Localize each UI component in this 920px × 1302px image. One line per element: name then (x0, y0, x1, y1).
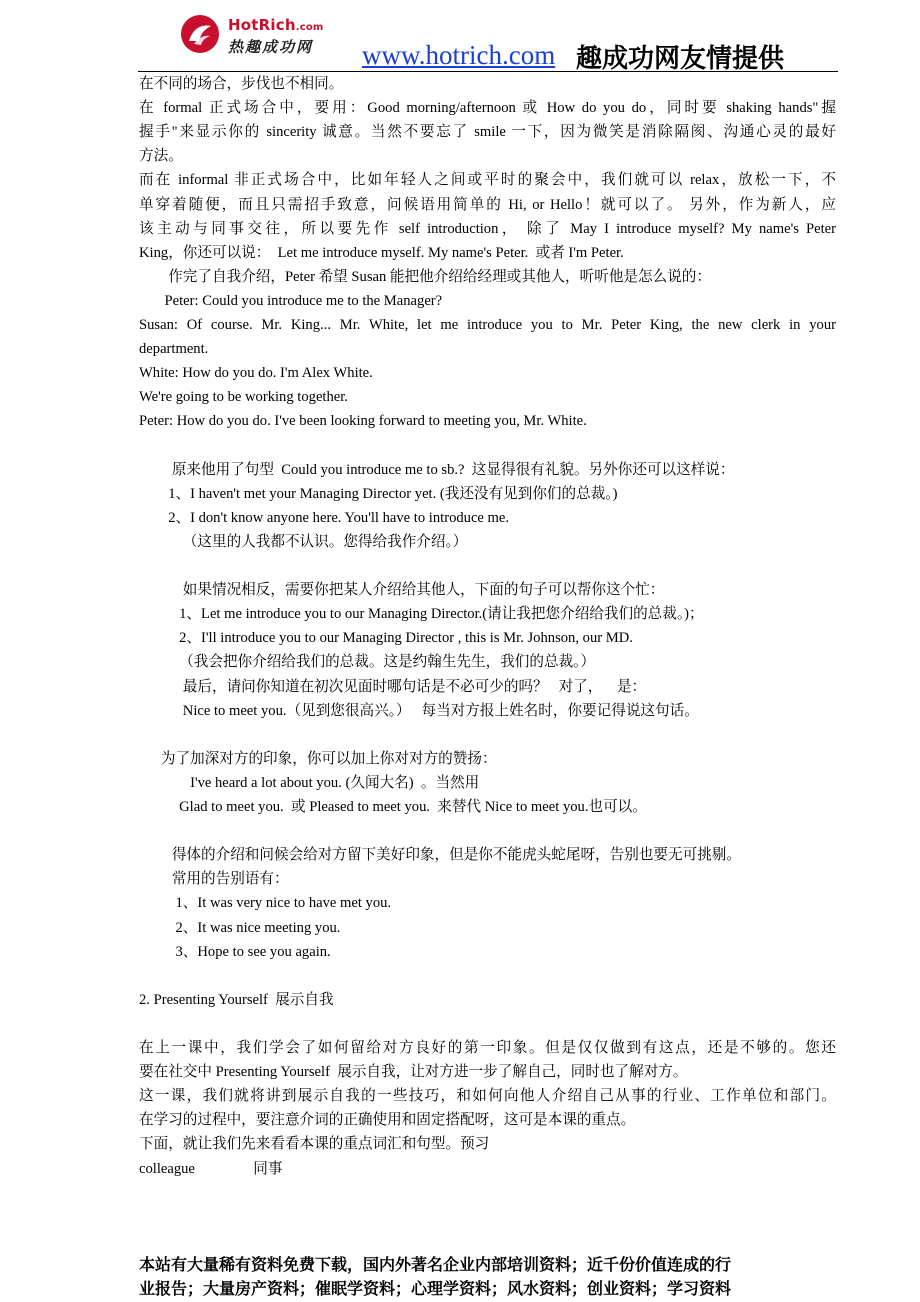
hotrich-logo-icon (180, 14, 220, 54)
text-line: 2. Presenting Yourself 展示自我 (139, 991, 334, 1008)
site-url-link[interactable]: www.hotrich.com (362, 40, 556, 70)
text-line: 2、It was nice meeting you. (139, 919, 341, 936)
text-line: 要在社交中 Presenting Yourself 展示自我，让对方进一步了解自己，同时也了解对方。 (139, 1064, 688, 1081)
text-line: I've heard a lot about you. (久闻大名) 。当然用 (139, 774, 480, 791)
footer-line-2: 业报告；大量房产资料；催眠学资料；心理学资料；风水资料；创业资料；学习资料 (139, 1279, 732, 1298)
text-line: 方法。 (139, 148, 183, 165)
text-line: （这里的人我都不认识。您得给我作介绍。） (139, 533, 468, 550)
text-line: 最后，请问你知道在初次见面时哪句话是不必可少的吗？ 对了， 是： (139, 678, 647, 695)
text-line: Glad to meet you. 或 Pleased to meet you. 来替代 Nice to meet you.也可以。 (139, 799, 647, 815)
text-line: King，你还可以说： Let me introduce myself. My name's Peter. 或者 I'm Peter. (139, 244, 624, 261)
text-line: 在学习的过程中，要注意介词的正确使用和固定搭配呀，这可是本课的重点。 (139, 1112, 636, 1129)
page-footer (139, 1253, 836, 1301)
text-line: 1、I haven't met your Managing Director yet. (我还没有见到你们的总裁。) (139, 485, 618, 502)
text-line: 单穿着随便，而且只需招手致意，问候语用简单的 Hi, or Hello！就可以了。 另外，作为新人，应 (139, 196, 836, 213)
header-slogan: 趣成功网友情提供 (576, 44, 785, 74)
page-header (0, 0, 920, 74)
text-line: 得体的介绍和问候会给对方留下美好印象，但是你不能虎头蛇尾呀，告别也要无可挑剔。 (139, 847, 741, 864)
text-line: 握手"来显示你的 sincerity 诚意。当然不要忘了 smile 一下，因为微笑是消除隔阂、沟通心灵的最好 (139, 124, 836, 141)
footer-line-1: 本站有大量稀有资料免费下载，国内外著名企业内部培训资料；近千份价值连成的行 (139, 1255, 732, 1274)
text-line: 下面，就让我们先来看看本课的重点词汇和句型。预习 (139, 1136, 490, 1153)
text-line: 在上一课中，我们学会了如何留给对方良好的第一印象。但是仅仅做到有这点，还是不够的。您还 (139, 1040, 836, 1056)
text-line: 2、I don't know anyone here. You'll have to introduce me. (139, 509, 510, 526)
text-line: department. (139, 341, 209, 358)
text-line: Nice to meet you.（见到您很高兴。） 每当对方报上姓名时，你要记得说这句话。 (139, 702, 699, 719)
text-line: 1、It was very nice to have met you. (139, 895, 392, 912)
text-line: 为了加深对方的印象，你可以加上你对对方的赞扬： (139, 750, 497, 767)
text-line: 常用的告别语有： (139, 871, 289, 888)
text-line: 而在 informal 非正式场合中，比如年轻人之间或平时的聚会中，我们就可以 relax，放松一下，不 (139, 172, 836, 189)
text-line: 在不同的场合，步伐也不相同。 (139, 76, 344, 92)
text-line: 3、Hope to see you again. (139, 943, 331, 960)
text-line: 1、Let me introduce you to our Managing Director.(请让我把您介绍给我们的总裁。)； (139, 606, 704, 623)
text-line: 在 formal 正式场合中，要用：Good morning/afternoon 或 How do you do，同时要 shaking hands"握 (139, 100, 836, 117)
text-line: White: How do you do. I'm Alex White. (139, 365, 373, 382)
text-line: 该主动与同事交往，所以要先作 self introduction， 除了 May I introduce myself? My name's Peter (139, 220, 836, 237)
text-line: 作完了自我介绍，Peter 希望 Susan 能把他介绍给经理或其他人，听听他是怎么说的： (139, 268, 711, 285)
text-line: Susan: Of course. Mr. King... Mr. White, let me introduce you to Mr. Peter King, the new clerk in your (139, 317, 836, 333)
text-line: Peter: How do you do. I've been looking forward to meeting you, Mr. White. (139, 413, 587, 430)
text-line: 如果情况相反，需要你把某人介绍给其他人，下面的句子可以帮你这个忙： (139, 582, 665, 599)
text-line: We're going to be working together. (139, 389, 348, 406)
text-line: Peter: Could you introduce me to the Manager? (139, 292, 443, 309)
text-line: 这一课，我们就将讲到展示自我的一些技巧，和如何向他人介绍自己从事的行业、工作单位和部门。 (139, 1088, 836, 1105)
text-line: 原来他用了句型 Could you introduce me to sb.? 这显得很有礼貌。另外你还可以这样说： (139, 461, 735, 478)
text-line: （我会把你介绍给我们的总裁。这是约翰生先生，我们的总裁。） (139, 654, 596, 671)
logo-chinese-name: 热趣成功网 (228, 38, 314, 56)
text-line: colleague 同事 (139, 1160, 283, 1177)
text-line: 2、I'll introduce you to our Managing Director , this is Mr. Johnson, our MD. (139, 630, 633, 647)
logo-wordmark: HotRich.com (228, 16, 324, 34)
